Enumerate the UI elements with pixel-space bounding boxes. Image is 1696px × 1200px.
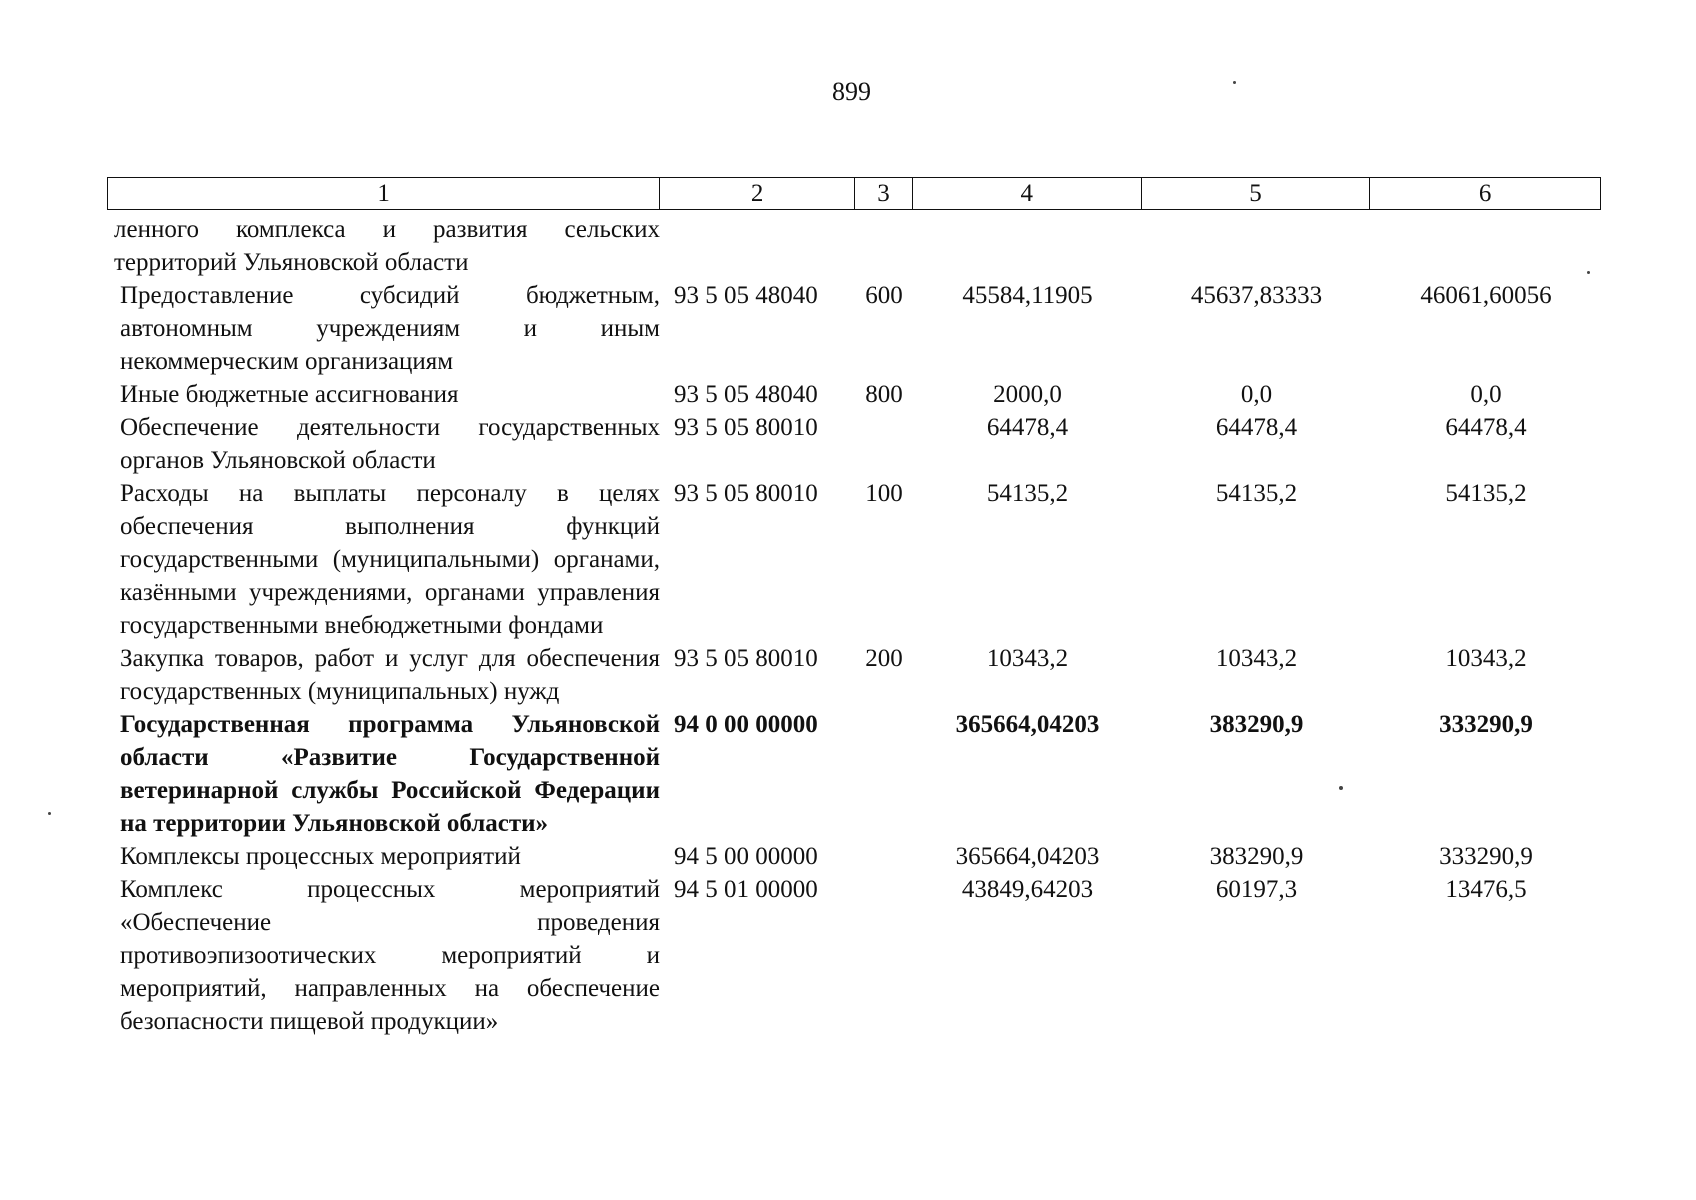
row-description: Обеспечение деятельности государственных органов Ульяновской области bbox=[120, 414, 660, 474]
row-code bbox=[660, 213, 855, 279]
row-value-col5 bbox=[1142, 213, 1371, 279]
header-col-2: 2 bbox=[660, 178, 855, 209]
row-expense-type bbox=[855, 708, 913, 840]
row-code: 93 5 05 48040 bbox=[674, 282, 818, 309]
row-description: Закупка товаров, работ и услуг для обеспечения государственных (муниципальных) нужд bbox=[120, 645, 660, 705]
row-description: Предоставление субсидий бюджетным, автономным учреждениям и иным некоммерческим организациям bbox=[120, 282, 660, 375]
row-description: Комплексы процессных мероприятий bbox=[120, 843, 521, 870]
row-value-col4: 365664,04203 bbox=[955, 843, 1100, 870]
row-value-col5: 64478,4 bbox=[1215, 414, 1298, 441]
row-expense-type: 100 bbox=[865, 480, 903, 507]
row-value-col6: 64478,4 bbox=[1445, 414, 1527, 441]
row-description: Расходы на выплаты персоналу в целях обеспечения выполнения функций государственными (муниципальными) органами, казёнными учреждениями, органами управления государственными внебюджетными фондами bbox=[120, 480, 660, 639]
row-expense-type: 600 bbox=[865, 282, 903, 309]
row-value-col4: 10343,2 bbox=[986, 645, 1069, 672]
row-value-col5: 60197,3 bbox=[1215, 876, 1298, 903]
row-expense-type: 800 bbox=[865, 381, 903, 408]
table-row bbox=[107, 378, 1601, 411]
table-row bbox=[107, 840, 1601, 873]
row-value-col5: 383290,9 bbox=[1209, 711, 1304, 738]
row-code: 94 0 00 00000 bbox=[674, 711, 818, 738]
row-value-col5: 0,0 bbox=[1240, 381, 1273, 408]
row-expense-type bbox=[855, 213, 913, 279]
row-description: Комплекс процессных мероприятий «Обеспечение проведения противоэпизоотических мероприятий и мероприятий, направленных на обеспечение безопасности пищевой продукции» bbox=[120, 876, 660, 1035]
row-value-col4: 365664,04203 bbox=[955, 711, 1100, 738]
row-value-col6: 333290,9 bbox=[1439, 843, 1533, 870]
row-value-col6: 46061,60056 bbox=[1420, 282, 1552, 309]
table-row-program bbox=[107, 708, 1601, 840]
row-value-col4: 54135,2 bbox=[986, 480, 1069, 507]
row-code: 94 5 00 00000 bbox=[674, 843, 818, 870]
row-value-col6: 54135,2 bbox=[1445, 480, 1527, 507]
row-code: 94 5 01 00000 bbox=[674, 876, 818, 903]
row-value-col6: 10343,2 bbox=[1445, 645, 1527, 672]
row-value-col5: 45637,83333 bbox=[1190, 282, 1323, 309]
row-value-col5: 383290,9 bbox=[1209, 843, 1304, 870]
row-description: Иные бюджетные ассигнования bbox=[120, 381, 459, 408]
header-col-3: 3 bbox=[855, 178, 913, 209]
scan-speck bbox=[48, 812, 51, 815]
row-value-col4: 64478,4 bbox=[986, 414, 1069, 441]
row-code: 93 5 05 80010 bbox=[674, 645, 818, 672]
row-value-col5: 54135,2 bbox=[1215, 480, 1298, 507]
header-col-6: 6 bbox=[1478, 180, 1492, 207]
row-expense-type: 200 bbox=[865, 645, 903, 672]
row-code: 93 5 05 80010 bbox=[674, 480, 818, 507]
row-value-col4: 45584,11905 bbox=[962, 282, 1093, 309]
table-header bbox=[107, 177, 1601, 210]
table-row bbox=[107, 279, 1601, 378]
row-expense-type bbox=[855, 411, 913, 477]
table-row bbox=[107, 873, 1601, 1038]
row-value-col6: 333290,9 bbox=[1439, 711, 1533, 738]
row-value-col4: 43849,64203 bbox=[961, 876, 1094, 903]
row-description: ленного комплекса и развития сельских территорий Ульяновской области bbox=[114, 216, 660, 276]
header-col-1: 1 bbox=[108, 178, 660, 209]
row-value-col6 bbox=[1371, 213, 1601, 279]
scan-speck bbox=[1233, 81, 1236, 84]
header-col-4: 4 bbox=[913, 178, 1142, 209]
row-code: 93 5 05 48040 bbox=[674, 381, 818, 408]
table-row bbox=[107, 477, 1601, 642]
scan-speck bbox=[1339, 786, 1343, 790]
row-value-col5: 10343,2 bbox=[1215, 645, 1298, 672]
row-value-col6: 13476,5 bbox=[1445, 876, 1527, 903]
row-value-col4: 2000,0 bbox=[993, 381, 1062, 408]
row-code: 93 5 05 80010 bbox=[674, 414, 818, 441]
header-col-5: 5 bbox=[1142, 178, 1371, 209]
row-expense-type bbox=[855, 873, 913, 1038]
table-body bbox=[107, 213, 1601, 1038]
table-row bbox=[107, 642, 1601, 708]
scan-speck bbox=[1587, 271, 1590, 274]
row-value-col6: 0,0 bbox=[1470, 381, 1502, 408]
row-expense-type bbox=[855, 840, 913, 873]
table-row bbox=[107, 213, 1601, 279]
table-row bbox=[107, 411, 1601, 477]
row-value-col4 bbox=[913, 213, 1142, 279]
row-description: Государственная программа Ульяновской области «Развитие Государственной ветеринарной службы Российской Федерации на территории Ульяновской области» bbox=[120, 711, 660, 837]
